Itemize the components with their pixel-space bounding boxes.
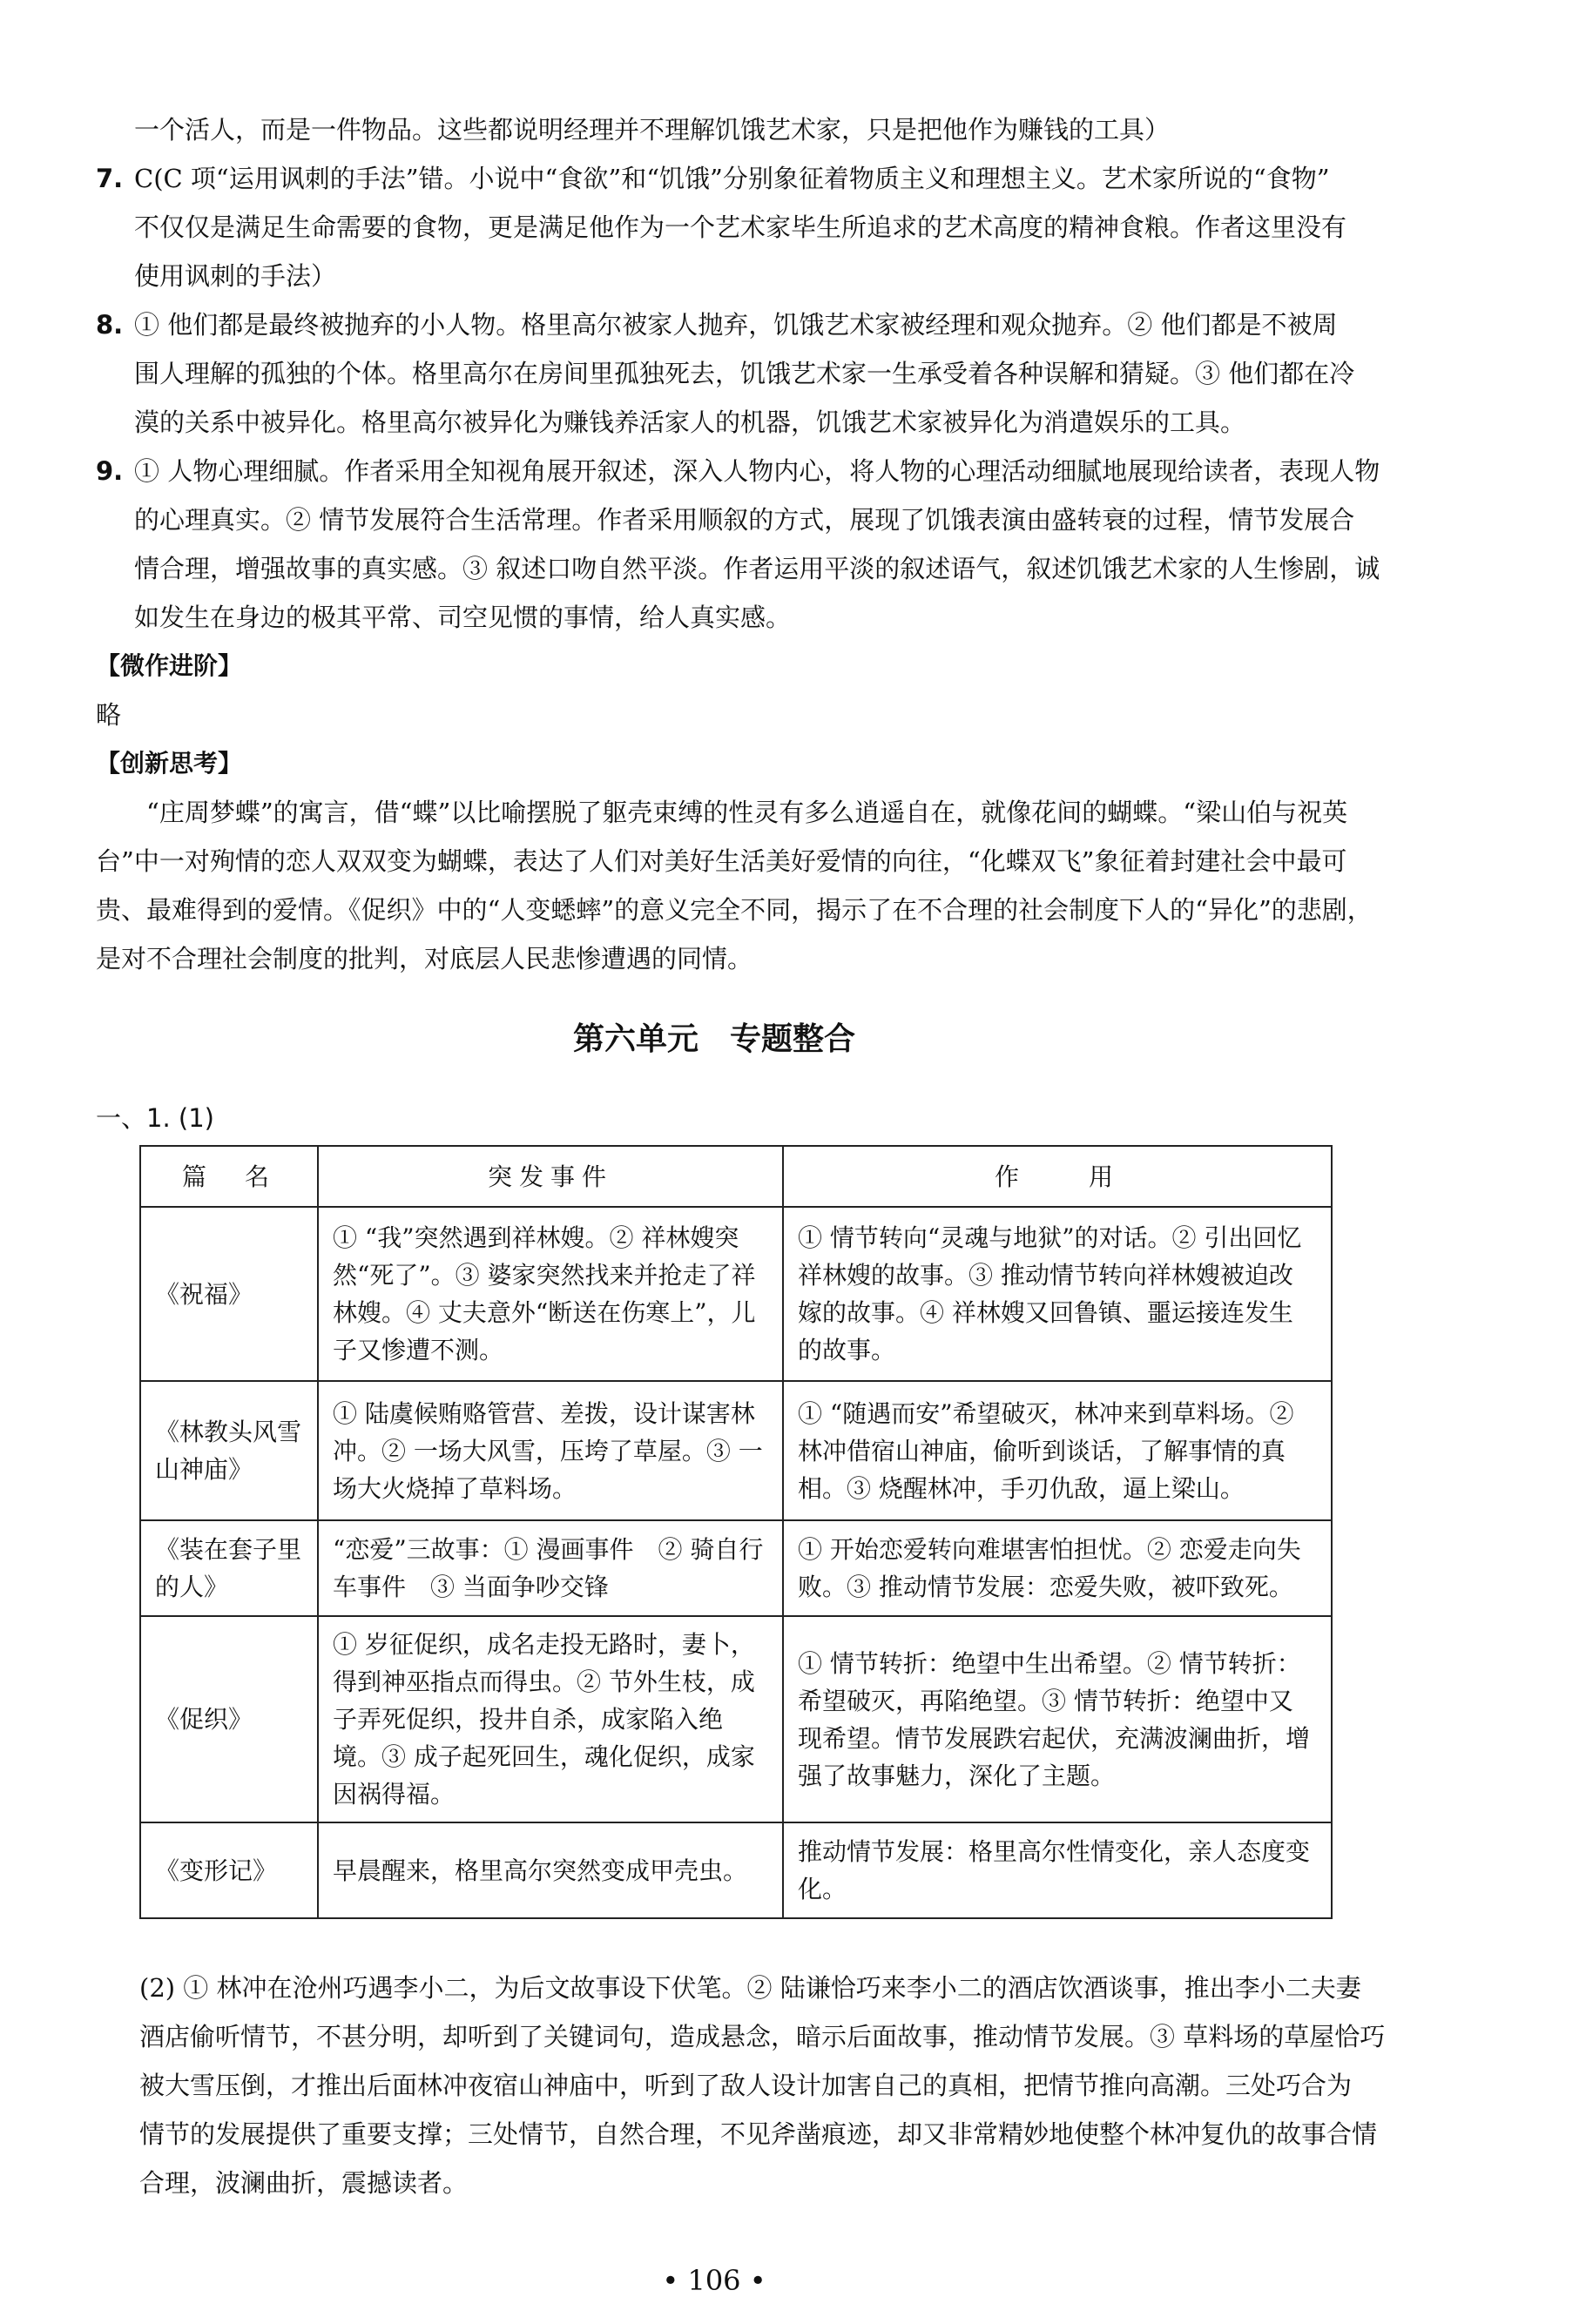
work-title-cell: 《变形记》 [140, 1822, 318, 1918]
part2-line: 合理，波澜曲折，震撼读者。 [139, 2168, 469, 2198]
q9-line: 情合理，增强故事的真实感。③ 叙述口吻自然平淡。作者运用平淡的叙述语气，叙述饥饿艺术家的人生惨剧，诚 [134, 554, 1380, 583]
innovate-line: 台”中一对殉情的恋人双双变为蝴蝶，表达了人们对美好生活美好爱情的向往，“化蝶双飞”象征着封建社会中最可 [96, 846, 1347, 876]
continuation-line: 一个活人，而是一件物品。这些都说明经理并不理解饥饿艺术家，只是把他作为赚钱的工具） [134, 115, 1171, 145]
q7-number: 7. [96, 164, 124, 193]
question-label: 一、1. (1) [96, 1103, 214, 1133]
work-title-cell: 《促织》 [140, 1616, 318, 1822]
table-header-row [140, 1146, 1332, 1207]
column-header-effect: 作 用 [783, 1146, 1332, 1207]
work-title-cell: 《祝福》 [140, 1207, 318, 1381]
effect-cell: ① “随遇而安”希望破灭，林冲来到草料场。② 林冲借宿山神庙，偷听到谈话，了解事情的真相。③ 烧醒林冲，手刃仇敌，逼上梁山。 [783, 1381, 1332, 1520]
event-cell: ① “我”突然遇到祥林嫂。② 祥林嫂突然“死了”。③ 婆家突然找来并抢走了祥林嫂。④ 丈夫意外“断送在伤寒上”，儿子又惨遭不测。 [318, 1207, 783, 1381]
column-header-title: 篇 名 [140, 1146, 318, 1207]
q7-line: C(C 项“运用讽刺的手法”错。小说中“食欲”和“饥饿”分别象征着物质主义和理想主义。艺术家所说的“食物” [134, 164, 1330, 193]
innovative-thinking-heading: 【创新思考】 [96, 749, 243, 778]
event-cell: ① 陆虞候贿赂管营、差拨，设计谋害林冲。② 一场大风雪，压垮了草屋。③ 一场大火烧掉了草料场。 [318, 1381, 783, 1520]
column-header-event: 突发事件 [318, 1146, 783, 1207]
innovate-line: 是对不合理社会制度的批判，对底层人民悲惨遭遇的同情。 [96, 944, 753, 973]
q9-line: ① 人物心理细腻。作者采用全知视角展开叙述，深入人物内心，将人物的心理活动细腻地展现给读者，表现人物 [134, 456, 1380, 486]
part2-line: 情节的发展提供了重要支撑；三处情节，自然合理，不见斧凿痕迹，却又非常精妙地使整个林冲复仇的故事合情 [139, 2119, 1378, 2149]
event-cell: “恋爱”三故事：① 漫画事件 ② 骑自行车事件 ③ 当面争吵交锋 [318, 1520, 783, 1616]
micro-writing-heading: 【微作进阶】 [96, 651, 243, 680]
event-cell: 早晨醒来，格里高尔突然变成甲壳虫。 [318, 1822, 783, 1918]
table-row [140, 1822, 1332, 1918]
q8-line: 围人理解的孤独的个体。格里高尔在房间里孤独死去，饥饿艺术家一生承受着各种误解和猜疑。③ 他们都在冷 [134, 359, 1355, 388]
part2-line: 酒店偷听情节，不甚分明，却听到了关键词句，造成悬念，暗示后面故事，推动情节发展。③ 草料场的草屋恰巧 [139, 2022, 1386, 2051]
q9-number: 9. [96, 456, 124, 486]
page [96, 0, 1386, 2324]
part2-line: 被大雪压倒，才推出后面林冲夜宿山神庙中，听到了敌人设计加害自己的真相，把情节推向高潮。三处巧合为 [139, 2071, 1353, 2100]
q8-number: 8. [96, 310, 124, 340]
work-title-cell: 《装在套子里的人》 [140, 1520, 318, 1616]
event-cell: ① 岁征促织，成名走投无路时，妻卜，得到神巫指点而得虫。② 节外生枝，成子弄死促织，投井自杀，成家陷入绝境。③ 成子起死回生，魂化促织，成家因祸得福。 [318, 1616, 783, 1822]
page-number: • 106 • [662, 2264, 766, 2297]
effect-cell: ① 情节转向“灵魂与地狱”的对话。② 引出回忆祥林嫂的故事。③ 推动情节转向祥林嫂被迫改嫁的故事。④ 祥林嫂又回鲁镇、噩运接连发生的故事。 [783, 1207, 1332, 1381]
innovate-line: 贵、最难得到的爱情。《促织》中的“人变蟋蟀”的意义完全不同，揭示了在不合理的社会制度下人的“异化”的悲剧， [96, 895, 1373, 925]
q8-line: ① 他们都是最终被抛弃的小人物。格里高尔被家人抛弃，饥饿艺术家被经理和观众抛弃。② 他们都是不被周 [134, 310, 1338, 340]
effect-cell: ① 开始恋爱转向难堪害怕担忧。② 恋爱走向失败。③ 推动情节发展：恋爱失败，被吓致死。 [783, 1520, 1332, 1616]
table-row [140, 1616, 1332, 1822]
section-title: 第六单元 专题整合 [572, 1021, 855, 1057]
q7-line: 不仅仅是满足生命需要的食物，更是满足他作为一个艺术家毕生所追求的艺术高度的精神食粮。作者这里没有 [134, 212, 1347, 242]
table-row [140, 1520, 1332, 1616]
q7-line: 使用讽刺的手法） [134, 261, 337, 291]
work-title-cell: 《林教头风雪山神庙》 [140, 1381, 318, 1520]
q9-line: 的心理真实。② 情节发展符合生活常理。作者采用顺叙的方式，展现了饥饿表演由盛转衰的过程，情节发展合 [134, 505, 1355, 535]
micro-writing-text: 略 [96, 700, 122, 730]
effect-cell: 推动情节发展：格里高尔性情变化，亲人态度变化。 [783, 1822, 1332, 1918]
q8-line: 漠的关系中被异化。格里高尔被异化为赚钱养活家人的机器，饥饿艺术家被异化为消遣娱乐的工具。 [134, 408, 1246, 437]
innovate-line: “庄周梦蝶”的寓言，借“蝶”以比喻摆脱了躯壳束缚的性灵有多么逍遥自在，就像花间的蝴蝶。“梁山伯与祝英 [146, 798, 1348, 827]
part2-line: (2) ① 林冲在沧州巧遇李小二，为后文故事设下伏笔。② 陆谦恰巧来李小二的酒店饮酒谈事，推出李小二夫妻 [139, 1973, 1361, 2003]
effect-cell: ① 情节转折：绝望中生出希望。② 情节转折：希望破灭，再陷绝望。③ 情节转折：绝望中又现希望。情节发展跌宕起伏，充满波澜曲折，增强了故事魅力，深化了主题。 [783, 1616, 1332, 1822]
answer-table [139, 1145, 1333, 1919]
q9-line: 如发生在身边的极其平常、司空见惯的事情，给人真实感。 [134, 603, 792, 632]
table-row [140, 1381, 1332, 1520]
table-row [140, 1207, 1332, 1381]
